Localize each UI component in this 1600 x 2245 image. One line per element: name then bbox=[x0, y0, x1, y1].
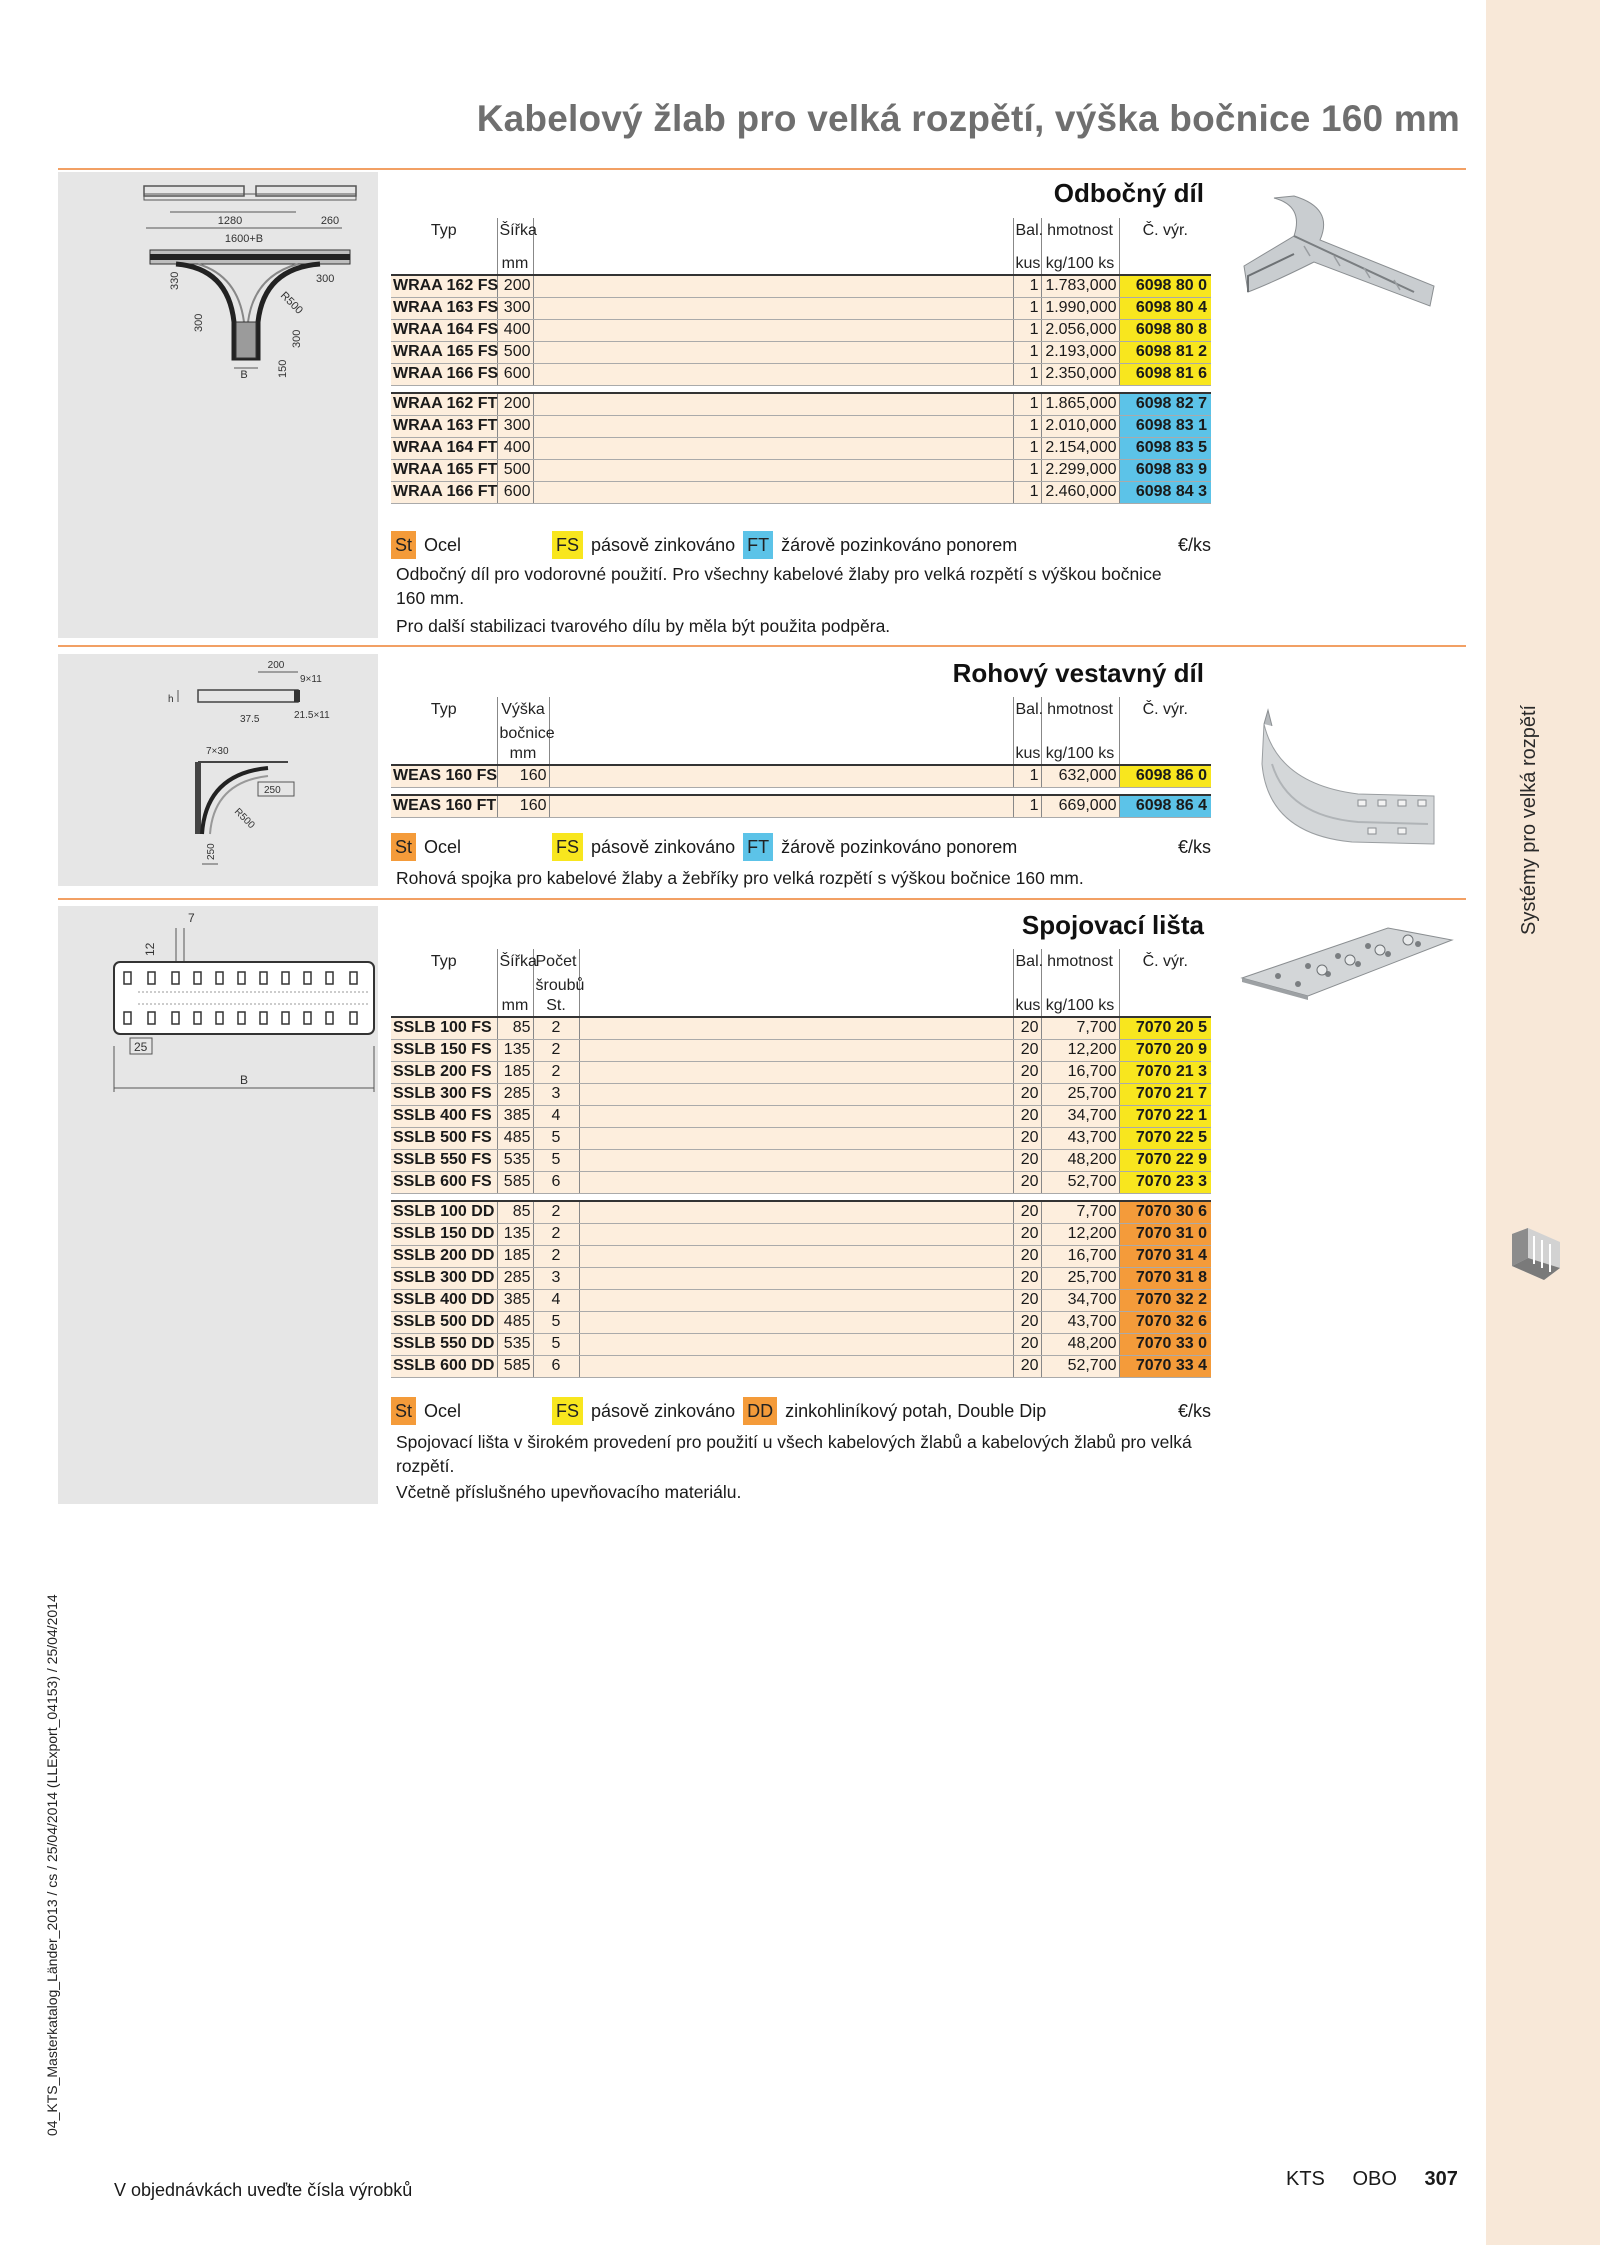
row-width: 285 bbox=[497, 1267, 533, 1289]
row-weight: 2.154,000 bbox=[1041, 437, 1119, 459]
row-weight: 48,200 bbox=[1041, 1149, 1119, 1171]
row-width: 200 bbox=[497, 275, 533, 297]
unit-kus: kus bbox=[1013, 996, 1041, 1017]
row-pack: 20 bbox=[1013, 1311, 1041, 1333]
row-width: 485 bbox=[497, 1311, 533, 1333]
table-row bbox=[391, 363, 1211, 385]
dim-250-right: 250 bbox=[264, 785, 281, 796]
row-article: 6098 84 3 bbox=[1119, 481, 1211, 503]
row-pack: 20 bbox=[1013, 1355, 1041, 1377]
spojovaci-lista-photo bbox=[1238, 922, 1458, 1002]
row-pack: 1 bbox=[1013, 297, 1041, 319]
row-article: 6098 81 2 bbox=[1119, 341, 1211, 363]
row-width: 600 bbox=[497, 363, 533, 385]
row-weight: 2.299,000 bbox=[1041, 459, 1119, 481]
row-type: SSLB 200 FS bbox=[391, 1061, 497, 1083]
col-bal: Bal. bbox=[1013, 697, 1041, 721]
row-article: 7070 32 6 bbox=[1119, 1311, 1211, 1333]
row-width: 585 bbox=[497, 1355, 533, 1377]
row-type: SSLB 600 DD bbox=[391, 1355, 497, 1377]
dim-300-left: 300 bbox=[193, 313, 205, 332]
row-type: WRAA 165 FS bbox=[391, 341, 497, 363]
table-row bbox=[391, 1311, 1211, 1333]
dim-300-top: 300 bbox=[316, 273, 335, 285]
page-title: Kabelový žlab pro velká rozpětí, výška bočnice 160 mm bbox=[476, 98, 1460, 139]
row-width: 200 bbox=[497, 393, 533, 415]
row-screws: 2 bbox=[533, 1201, 579, 1223]
row-weight: 12,200 bbox=[1041, 1039, 1119, 1061]
legend-ft-text: žárově pozinkováno ponorem bbox=[781, 836, 1018, 857]
col-cvyr: Č. výr. bbox=[1142, 701, 1188, 718]
row-weight: 2.460,000 bbox=[1041, 481, 1119, 503]
table-row bbox=[391, 1245, 1211, 1267]
row-pack: 20 bbox=[1013, 1267, 1041, 1289]
unit-mm: mm bbox=[497, 996, 533, 1017]
legend-st: St bbox=[391, 833, 416, 861]
row-width: 600 bbox=[497, 481, 533, 503]
row-article: 7070 20 9 bbox=[1119, 1039, 1211, 1061]
row-pack: 1 bbox=[1013, 415, 1041, 437]
row-screws: 5 bbox=[533, 1333, 579, 1355]
legend-ocel: Ocel bbox=[424, 836, 462, 857]
legend-unit: €/ks bbox=[1177, 1400, 1211, 1421]
row-pack: 20 bbox=[1013, 1083, 1041, 1105]
col-pocet: Počet bbox=[533, 949, 579, 973]
legend-ocel: Ocel bbox=[424, 1400, 462, 1421]
row-width: 500 bbox=[497, 341, 533, 363]
row-article: 7070 22 1 bbox=[1119, 1105, 1211, 1127]
legend-ft: FT bbox=[743, 833, 773, 861]
unit-kg: kg/100 ks bbox=[1041, 254, 1119, 275]
row-type: SSLB 550 DD bbox=[391, 1333, 497, 1355]
dim-h: h bbox=[168, 694, 174, 705]
row-type: SSLB 150 DD bbox=[391, 1223, 497, 1245]
table-row bbox=[391, 341, 1211, 363]
row-screws: 2 bbox=[533, 1017, 579, 1039]
dim-1600b: 1600+B bbox=[224, 233, 264, 245]
table-row bbox=[391, 1039, 1211, 1061]
row-width: 185 bbox=[497, 1061, 533, 1083]
spojovaci-lista-note: Včetně příslušného upevňovacího materiálu. bbox=[396, 1482, 742, 1502]
section-title-spojovaci-lista: Spojovací lišta bbox=[1021, 910, 1204, 940]
row-type: WRAA 164 FT bbox=[391, 437, 497, 459]
row-weight: 2.056,000 bbox=[1041, 319, 1119, 341]
row-width: 535 bbox=[497, 1333, 533, 1355]
row-type: WRAA 163 FS bbox=[391, 297, 497, 319]
row-type: WRAA 166 FS bbox=[391, 363, 497, 385]
row-weight: 34,700 bbox=[1041, 1105, 1119, 1127]
row-weight: 7,700 bbox=[1041, 1201, 1119, 1223]
legend-section3 bbox=[391, 1397, 1211, 1425]
footer-branding bbox=[1286, 2168, 1458, 2191]
legend-st: St bbox=[391, 531, 416, 559]
table-row bbox=[391, 1127, 1211, 1149]
row-type: SSLB 100 DD bbox=[391, 1201, 497, 1223]
row-article: 7070 33 4 bbox=[1119, 1355, 1211, 1377]
row-type: WRAA 164 FS bbox=[391, 319, 497, 341]
dim-150: 150 bbox=[277, 359, 289, 378]
row-weight: 52,700 bbox=[1041, 1355, 1119, 1377]
legend-fs-text: pásově zinkováno bbox=[591, 1400, 736, 1421]
legend-fs-text: pásově zinkováno bbox=[591, 836, 736, 857]
table-row bbox=[391, 1267, 1211, 1289]
dim-200: 200 bbox=[267, 660, 285, 671]
row-article: 7070 31 8 bbox=[1119, 1267, 1211, 1289]
row-article: 7070 32 2 bbox=[1119, 1289, 1211, 1311]
row-pack: 20 bbox=[1013, 1039, 1041, 1061]
rohovy-dil-drawing bbox=[58, 654, 378, 886]
row-pack: 1 bbox=[1013, 363, 1041, 385]
legend-dd-text: zinkohliníkový potah, Double Dip bbox=[785, 1400, 1047, 1421]
row-width: 500 bbox=[497, 459, 533, 481]
rohovy-dil-description: Rohová spojka pro kabelové žlaby a žebříky pro velká rozpětí s výškou bočnice 160 mm. bbox=[396, 868, 1084, 888]
category-icon bbox=[1508, 1228, 1564, 1288]
row-width: 185 bbox=[497, 1245, 533, 1267]
spojovaci-lista-table bbox=[391, 949, 1211, 1378]
row-article: 7070 23 3 bbox=[1119, 1171, 1211, 1193]
row-type: WRAA 162 FT bbox=[391, 393, 497, 415]
legend-fs: FS bbox=[552, 531, 583, 559]
row-screws: 6 bbox=[533, 1355, 579, 1377]
col-cvyr: Č. výr. bbox=[1142, 953, 1188, 970]
row-article: 7070 21 7 bbox=[1119, 1083, 1211, 1105]
row-weight: 16,700 bbox=[1041, 1061, 1119, 1083]
row-article: 7070 31 0 bbox=[1119, 1223, 1211, 1245]
col-hmotnost: hmotnost bbox=[1041, 949, 1119, 973]
row-article: 7070 31 4 bbox=[1119, 1245, 1211, 1267]
row-weight: 2.350,000 bbox=[1041, 363, 1119, 385]
row-article: 7070 22 9 bbox=[1119, 1149, 1211, 1171]
col-bal: Bal. bbox=[1013, 218, 1041, 254]
row-type: WRAA 166 FT bbox=[391, 481, 497, 503]
section-title-rohovy-dil: Rohový vestavný díl bbox=[952, 658, 1204, 688]
col-sroubu: šroubů bbox=[533, 973, 579, 996]
row-weight: 52,700 bbox=[1041, 1171, 1119, 1193]
row-type: SSLB 600 FS bbox=[391, 1171, 497, 1193]
row-type: SSLB 200 DD bbox=[391, 1245, 497, 1267]
row-screws: 2 bbox=[533, 1245, 579, 1267]
row-type: SSLB 300 DD bbox=[391, 1267, 497, 1289]
section-separator bbox=[58, 645, 1466, 647]
rohovy-dil-table bbox=[391, 697, 1211, 818]
odbocny-dil-description: Odbočný díl pro vodorovné použití. Pro všechny kabelové žlaby pro velká rozpětí s výškou bočnice 160 mm. bbox=[396, 564, 1162, 608]
table-row bbox=[391, 415, 1211, 437]
row-type: SSLB 500 FS bbox=[391, 1127, 497, 1149]
row-weight: 1.990,000 bbox=[1041, 297, 1119, 319]
unit-mm: mm bbox=[497, 254, 533, 275]
row-screws: 6 bbox=[533, 1171, 579, 1193]
table-row bbox=[391, 1201, 1211, 1223]
col-vyska: Výška bbox=[497, 697, 549, 721]
dim-b: B bbox=[240, 369, 248, 381]
footer-kts: KTS bbox=[1286, 2168, 1325, 2190]
row-screws: 5 bbox=[533, 1149, 579, 1171]
row-type: WEAS 160 FS bbox=[391, 765, 497, 787]
row-pack: 1 bbox=[1013, 319, 1041, 341]
row-article: 6098 83 1 bbox=[1119, 415, 1211, 437]
row-type: SSLB 300 FS bbox=[391, 1083, 497, 1105]
row-screws: 2 bbox=[533, 1223, 579, 1245]
row-pack: 20 bbox=[1013, 1149, 1041, 1171]
row-width: 85 bbox=[497, 1017, 533, 1039]
rohovy-dil-photo bbox=[1258, 704, 1438, 854]
row-type: SSLB 400 DD bbox=[391, 1289, 497, 1311]
table-row bbox=[391, 1149, 1211, 1171]
col-bocnice: bočnice bbox=[497, 721, 549, 744]
table-row bbox=[391, 393, 1211, 415]
table-row bbox=[391, 1289, 1211, 1311]
section-title-odbocny-dil: Odbočný díl bbox=[1053, 178, 1204, 208]
row-width: 485 bbox=[497, 1127, 533, 1149]
row-pack: 20 bbox=[1013, 1061, 1041, 1083]
odbocny-dil-drawing bbox=[58, 172, 378, 638]
row-width: 300 bbox=[497, 297, 533, 319]
col-sirka: Šířka bbox=[497, 949, 533, 973]
row-screws: 5 bbox=[533, 1127, 579, 1149]
row-pack: 20 bbox=[1013, 1105, 1041, 1127]
row-screws: 4 bbox=[533, 1289, 579, 1311]
col-bal: Bal. bbox=[1013, 949, 1041, 973]
legend-unit: €/ks bbox=[1177, 534, 1211, 555]
section-separator bbox=[58, 898, 1466, 900]
row-type: WRAA 165 FT bbox=[391, 459, 497, 481]
row-height: 160 bbox=[497, 765, 549, 787]
table-row bbox=[391, 437, 1211, 459]
row-pack: 1 bbox=[1013, 795, 1041, 817]
legend-unit: €/ks bbox=[1177, 836, 1211, 857]
row-weight: 16,700 bbox=[1041, 1245, 1119, 1267]
row-screws: 5 bbox=[533, 1311, 579, 1333]
dim-7: 7 bbox=[188, 911, 195, 925]
unit-kg: kg/100 ks bbox=[1041, 996, 1119, 1017]
row-width: 285 bbox=[497, 1083, 533, 1105]
dim-9x11: 9×11 bbox=[300, 674, 322, 685]
row-article: 7070 30 6 bbox=[1119, 1201, 1211, 1223]
unit-kg: kg/100 ks bbox=[1041, 744, 1119, 765]
table-row bbox=[391, 459, 1211, 481]
row-type: WRAA 163 FT bbox=[391, 415, 497, 437]
row-weight: 632,000 bbox=[1041, 765, 1119, 787]
row-screws: 2 bbox=[533, 1061, 579, 1083]
odbocny-dil-table bbox=[391, 218, 1211, 504]
row-weight: 1.865,000 bbox=[1041, 393, 1119, 415]
table-row bbox=[391, 1105, 1211, 1127]
row-pack: 1 bbox=[1013, 393, 1041, 415]
row-pack: 1 bbox=[1013, 437, 1041, 459]
table-row bbox=[391, 1061, 1211, 1083]
table-row bbox=[391, 1355, 1211, 1377]
row-pack: 1 bbox=[1013, 341, 1041, 363]
row-type: SSLB 550 FS bbox=[391, 1149, 497, 1171]
row-width: 400 bbox=[497, 437, 533, 459]
row-weight: 7,700 bbox=[1041, 1017, 1119, 1039]
table-row bbox=[391, 1171, 1211, 1193]
row-type: SSLB 500 DD bbox=[391, 1311, 497, 1333]
dim-300-right: 300 bbox=[291, 329, 303, 348]
unit-mm: mm bbox=[497, 744, 549, 765]
row-weight: 34,700 bbox=[1041, 1289, 1119, 1311]
spojovaci-lista-drawing bbox=[58, 906, 378, 1504]
col-typ: Typ bbox=[391, 697, 497, 721]
row-width: 300 bbox=[497, 415, 533, 437]
row-type: WEAS 160 FT bbox=[391, 795, 497, 817]
row-article: 6098 86 0 bbox=[1119, 765, 1211, 787]
dim-25: 25 bbox=[134, 1040, 148, 1054]
row-article: 6098 86 4 bbox=[1119, 795, 1211, 817]
print-metadata: 04_KTS_Masterkatalog_Länder_2013 / cs / 25/04/2014 (LLExport_04153) / 25/04/2014 bbox=[44, 1594, 60, 2136]
col-sirka: Šířka bbox=[497, 218, 533, 254]
row-pack: 20 bbox=[1013, 1245, 1041, 1267]
unit-kus: kus bbox=[1013, 254, 1041, 275]
row-article: 7070 33 0 bbox=[1119, 1333, 1211, 1355]
row-weight: 1.783,000 bbox=[1041, 275, 1119, 297]
row-article: 6098 80 4 bbox=[1119, 297, 1211, 319]
order-note: V objednávkách uveďte čísla výrobků bbox=[114, 2180, 413, 2200]
row-weight: 43,700 bbox=[1041, 1127, 1119, 1149]
legend-dd: DD bbox=[743, 1397, 777, 1425]
unit-kus: kus bbox=[1013, 744, 1041, 765]
page-number: 307 bbox=[1424, 2168, 1458, 2190]
table-row bbox=[391, 1333, 1211, 1355]
dim-21-5x11: 21.5×11 bbox=[294, 710, 330, 721]
col-typ: Typ bbox=[391, 218, 497, 254]
row-screws: 3 bbox=[533, 1267, 579, 1289]
spojovaci-lista-description: Spojovací lišta v širokém provedení pro použití u všech kabelových žlabů a kabelových žlabů pro velká rozpětí. bbox=[396, 1432, 1192, 1476]
row-pack: 1 bbox=[1013, 481, 1041, 503]
row-article: 7070 22 5 bbox=[1119, 1127, 1211, 1149]
legend-fs: FS bbox=[552, 833, 583, 861]
table-row bbox=[391, 795, 1211, 817]
table-row bbox=[391, 297, 1211, 319]
row-weight: 25,700 bbox=[1041, 1083, 1119, 1105]
row-article: 6098 80 8 bbox=[1119, 319, 1211, 341]
row-pack: 20 bbox=[1013, 1289, 1041, 1311]
col-cvyr: Č. výr. bbox=[1142, 222, 1188, 239]
row-pack: 20 bbox=[1013, 1171, 1041, 1193]
table-row bbox=[391, 1083, 1211, 1105]
section-separator bbox=[58, 168, 1466, 170]
odbocny-dil-note: Pro další stabilizaci tvarového dílu by měla být použita podpěra. bbox=[396, 616, 891, 636]
row-pack: 1 bbox=[1013, 459, 1041, 481]
row-type: SSLB 100 FS bbox=[391, 1017, 497, 1039]
table-row bbox=[391, 481, 1211, 503]
dim-12: 12 bbox=[143, 942, 157, 956]
dim-7x30: 7×30 bbox=[206, 746, 229, 757]
row-article: 7070 21 3 bbox=[1119, 1061, 1211, 1083]
row-weight: 43,700 bbox=[1041, 1311, 1119, 1333]
legend-section2 bbox=[391, 833, 1211, 861]
table-row bbox=[391, 319, 1211, 341]
row-pack: 20 bbox=[1013, 1201, 1041, 1223]
col-hmotnost: hmotnost bbox=[1041, 697, 1119, 721]
row-type: SSLB 150 FS bbox=[391, 1039, 497, 1061]
dim-b: B bbox=[239, 1073, 249, 1087]
side-band bbox=[1486, 0, 1600, 2245]
legend-fs-text: pásově zinkováno bbox=[591, 534, 736, 555]
dim-1280: 1280 bbox=[217, 215, 243, 227]
row-pack: 20 bbox=[1013, 1333, 1041, 1355]
row-article: 6098 83 9 bbox=[1119, 459, 1211, 481]
row-weight: 12,200 bbox=[1041, 1223, 1119, 1245]
legend-ft-text: žárově pozinkováno ponorem bbox=[781, 534, 1018, 555]
row-weight: 669,000 bbox=[1041, 795, 1119, 817]
row-width: 85 bbox=[497, 1201, 533, 1223]
dim-330: 330 bbox=[169, 271, 181, 290]
row-width: 385 bbox=[497, 1289, 533, 1311]
dim-260: 260 bbox=[320, 215, 340, 227]
row-width: 585 bbox=[497, 1171, 533, 1193]
row-pack: 1 bbox=[1013, 765, 1041, 787]
table-row bbox=[391, 275, 1211, 297]
row-article: 6098 80 0 bbox=[1119, 275, 1211, 297]
row-article: 6098 81 6 bbox=[1119, 363, 1211, 385]
side-category-label: Systémy pro velká rozpětí bbox=[1518, 704, 1540, 935]
legend-section1 bbox=[391, 531, 1211, 559]
col-hmotnost: hmotnost bbox=[1041, 218, 1119, 254]
row-article: 7070 20 5 bbox=[1119, 1017, 1211, 1039]
row-type: WRAA 162 FS bbox=[391, 275, 497, 297]
row-screws: 3 bbox=[533, 1083, 579, 1105]
dim-r500: R500 bbox=[277, 289, 305, 317]
row-pack: 20 bbox=[1013, 1127, 1041, 1149]
row-type: SSLB 400 FS bbox=[391, 1105, 497, 1127]
footer-obo: OBO bbox=[1352, 2168, 1397, 2190]
row-pack: 1 bbox=[1013, 275, 1041, 297]
row-width: 400 bbox=[497, 319, 533, 341]
legend-st: St bbox=[391, 1397, 416, 1425]
unit-st: St. bbox=[533, 996, 579, 1017]
table-row bbox=[391, 1223, 1211, 1245]
row-width: 135 bbox=[497, 1039, 533, 1061]
legend-ocel: Ocel bbox=[424, 534, 462, 555]
row-article: 6098 83 5 bbox=[1119, 437, 1211, 459]
row-weight: 48,200 bbox=[1041, 1333, 1119, 1355]
dim-250-bottom: 250 bbox=[206, 843, 217, 860]
row-pack: 20 bbox=[1013, 1223, 1041, 1245]
dim-r500: R500 bbox=[231, 806, 257, 832]
legend-ft: FT bbox=[743, 531, 773, 559]
row-width: 535 bbox=[497, 1149, 533, 1171]
legend-fs: FS bbox=[552, 1397, 583, 1425]
row-weight: 25,700 bbox=[1041, 1267, 1119, 1289]
row-weight: 2.193,000 bbox=[1041, 341, 1119, 363]
odbocny-dil-photo bbox=[1234, 196, 1454, 326]
row-screws: 4 bbox=[533, 1105, 579, 1127]
row-width: 385 bbox=[497, 1105, 533, 1127]
table-row bbox=[391, 765, 1211, 787]
row-article: 6098 82 7 bbox=[1119, 393, 1211, 415]
row-pack: 20 bbox=[1013, 1017, 1041, 1039]
row-weight: 2.010,000 bbox=[1041, 415, 1119, 437]
row-width: 135 bbox=[497, 1223, 533, 1245]
table-row bbox=[391, 1017, 1211, 1039]
row-height: 160 bbox=[497, 795, 549, 817]
dim-37-5: 37.5 bbox=[240, 714, 260, 725]
col-typ: Typ bbox=[391, 949, 497, 973]
row-screws: 2 bbox=[533, 1039, 579, 1061]
